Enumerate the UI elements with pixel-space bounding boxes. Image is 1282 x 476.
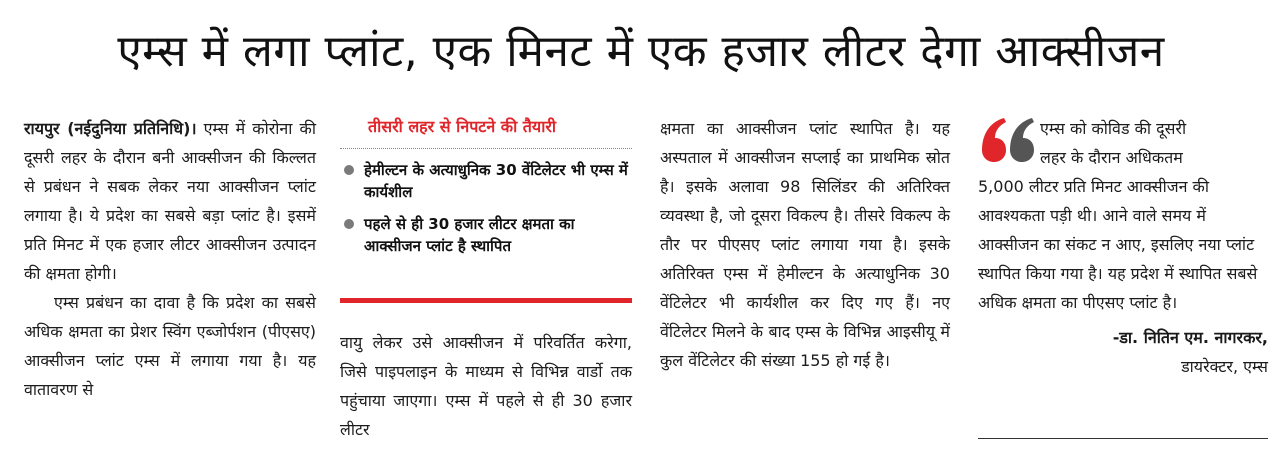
- sidebar-bullet-item: [340, 159, 632, 203]
- sidebar-bullet-text: पहले से ही 30 हजार लीटर क्षमता का आक्सीजन प्लांट है स्थापित: [364, 215, 575, 255]
- article-column-2: [340, 328, 632, 444]
- paragraph-3: वायु लेकर उसे आक्सीजन में परिवर्तित करेगा, जिसे पाइपलाइन के माध्यम से विभिन्न वार्डो तक पहुंचाया जाएगा। एम्स में पहले से ही 30 हजार लीटर: [340, 333, 632, 439]
- paragraph-4: क्षमता का आक्सीजन प्लांट स्थापित है। यह अस्पताल में आक्सीजन सप्लाई का प्राथमिक स्रोत है। इसके अलावा 98 सिलिंडर की अतिरिक्त व्यवस्था है, जो दूसरा विकल्प है। तीसरे विकल्प के तौर पर पीएसए प्लांट लगाया गया है। इसके अतिरिक्त एम्स में हेमील्टन के अत्याधुनिक 30 वेंटिलेटर भी कार्यशील कर दिए गए हैं। नए वेंटिलेटर मिलने के बाद एम्स के विभिन्न आइसीयू में कुल वेंटिलेटर की संख्या 155 हो गई है।: [660, 119, 950, 370]
- sidebar-heading: तीसरी लहर से निपटने की तैयारी: [340, 112, 632, 149]
- paragraph-1-text: एम्स में कोरोना की दूसरी लहर के दौरान बनी आक्सीजन की किल्लत से प्रबंधन ने सबक लेकर नया आक्सीजन प्लांट लगाया है। ये प्रदेश का सबसे बड़ा प्लांट है। इसमें प्रति मिनट में एक हजार लीटर आक्सीजन उत्पादन की क्षमता होगी।: [24, 119, 316, 283]
- dateline: रायपुर (नईदुनिया प्रतिनिधि)।: [24, 119, 197, 138]
- quote-author-role: डायरेक्टर, एम्स: [1181, 357, 1268, 376]
- quote-mark-icon: [978, 114, 1040, 166]
- article-column-1: [24, 114, 316, 404]
- quote-line: एम्स को कोविड की दूसरी: [1040, 119, 1187, 138]
- sidebar-red-rule: [340, 298, 632, 303]
- pull-quote: [978, 114, 1268, 381]
- sidebar-bullet-item: [340, 213, 632, 257]
- quote-author: -डा. नितिन एम. नागरकर,: [1112, 328, 1268, 347]
- bullet-dot-icon: [344, 219, 354, 229]
- bullet-dot-icon: [344, 165, 354, 175]
- quote-line: लहर के दौरान अधिकतम: [1040, 148, 1183, 167]
- headline: एम्स में लगा प्लांट, एक मिनट में एक हजार लीटर देगा आक्सीजन: [117, 26, 1165, 77]
- quote-bottom-rule: [978, 438, 1268, 439]
- sidebar-bullet-text: हेमील्टन के अत्याधुनिक 30 वेंटिलेटर भी एम्स में कार्यशील: [364, 161, 628, 201]
- paragraph-2: एम्स प्रबंधन का दावा है कि प्रदेश का सबसे अधिक क्षमता का प्रेशर स्विंग एब्जोर्पशन (पीएसए) आक्सीजन प्लांट एम्स में लगाया गया है। यह वातावरण से: [24, 293, 316, 399]
- quote-body: 5,000 लीटर प्रति मिनट आक्सीजन की आवश्यकता पड़ी थी। आने वाले समय में आक्सीजन का संकट न आए, इसलिए नया प्लांट स्थापित किया गया है। यह प्रदेश में स्थापित सबसे अधिक क्षमता का पीएसए प्लांट है।: [978, 177, 1258, 312]
- article-column-3: [660, 114, 950, 375]
- paragraph-1: [24, 114, 316, 288]
- sidebar-box: [340, 112, 632, 257]
